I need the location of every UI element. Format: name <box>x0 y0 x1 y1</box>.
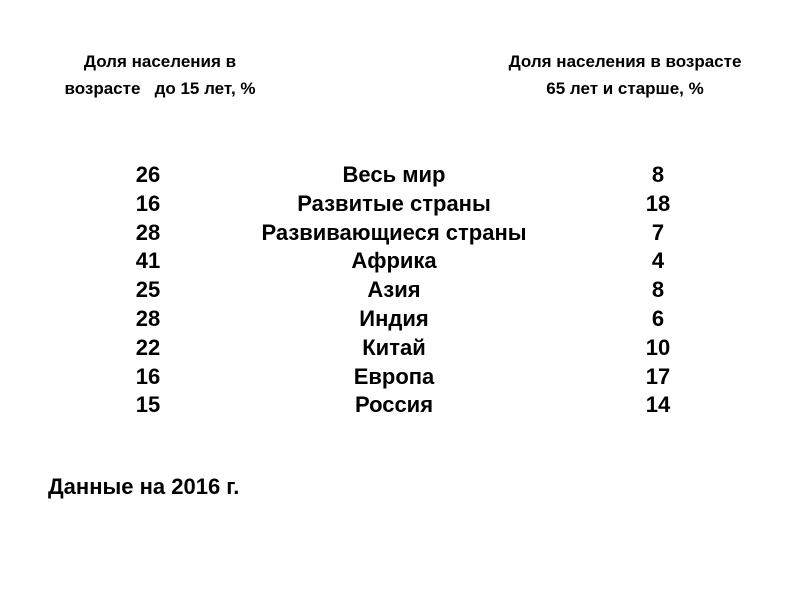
under-15-value: 28 <box>135 219 161 245</box>
under-15-value: 25 <box>135 277 161 303</box>
table-row <box>0 161 800 190</box>
under-15-value: 28 <box>135 305 161 331</box>
table-row <box>0 219 800 248</box>
region-name: Индия <box>359 305 429 331</box>
region-name: Россия <box>354 392 434 418</box>
under-15-value: 16 <box>135 363 161 389</box>
over-65-value: 10 <box>645 334 671 360</box>
over-65-value: 4 <box>651 248 665 274</box>
under-15-value: 41 <box>135 248 161 274</box>
table-row <box>0 190 800 219</box>
region-name: Азия <box>367 277 421 303</box>
table-row <box>0 391 800 420</box>
header-under-15 <box>40 48 280 102</box>
header-under-15-line1: Доля населения в <box>83 52 237 71</box>
over-65-value: 17 <box>645 363 671 389</box>
over-65-value: 7 <box>651 219 665 245</box>
population-table <box>0 161 800 420</box>
header-65-plus-line2: 65 лет и старше, % <box>546 79 704 98</box>
under-15-value: 22 <box>135 334 161 360</box>
data-year-note: Данные на 2016 г. <box>48 474 240 499</box>
over-65-value: 14 <box>645 392 671 418</box>
region-name: Китай <box>362 334 426 360</box>
table-row <box>0 247 800 276</box>
over-65-value: 6 <box>651 305 665 331</box>
table-row <box>0 305 800 334</box>
header-65-plus <box>460 48 790 102</box>
under-15-value: 26 <box>135 162 161 187</box>
region-name: Африка <box>351 248 437 274</box>
header-under-15-line2: возрасте до 15 лет, % <box>64 79 256 98</box>
under-15-value: 15 <box>135 392 161 418</box>
table-row <box>0 334 800 363</box>
region-name: Развивающиеся страны <box>261 219 527 245</box>
header-65-plus-line1: Доля населения в возрасте <box>508 52 742 71</box>
region-name: Развитые страны <box>297 190 491 216</box>
under-15-value: 16 <box>135 190 161 216</box>
table-row <box>0 276 800 305</box>
over-65-value: 8 <box>651 277 665 303</box>
region-name: Весь мир <box>342 162 446 187</box>
over-65-value: 8 <box>651 162 665 187</box>
region-name: Европа <box>353 363 435 389</box>
table-row <box>0 363 800 392</box>
over-65-value: 18 <box>645 190 671 216</box>
